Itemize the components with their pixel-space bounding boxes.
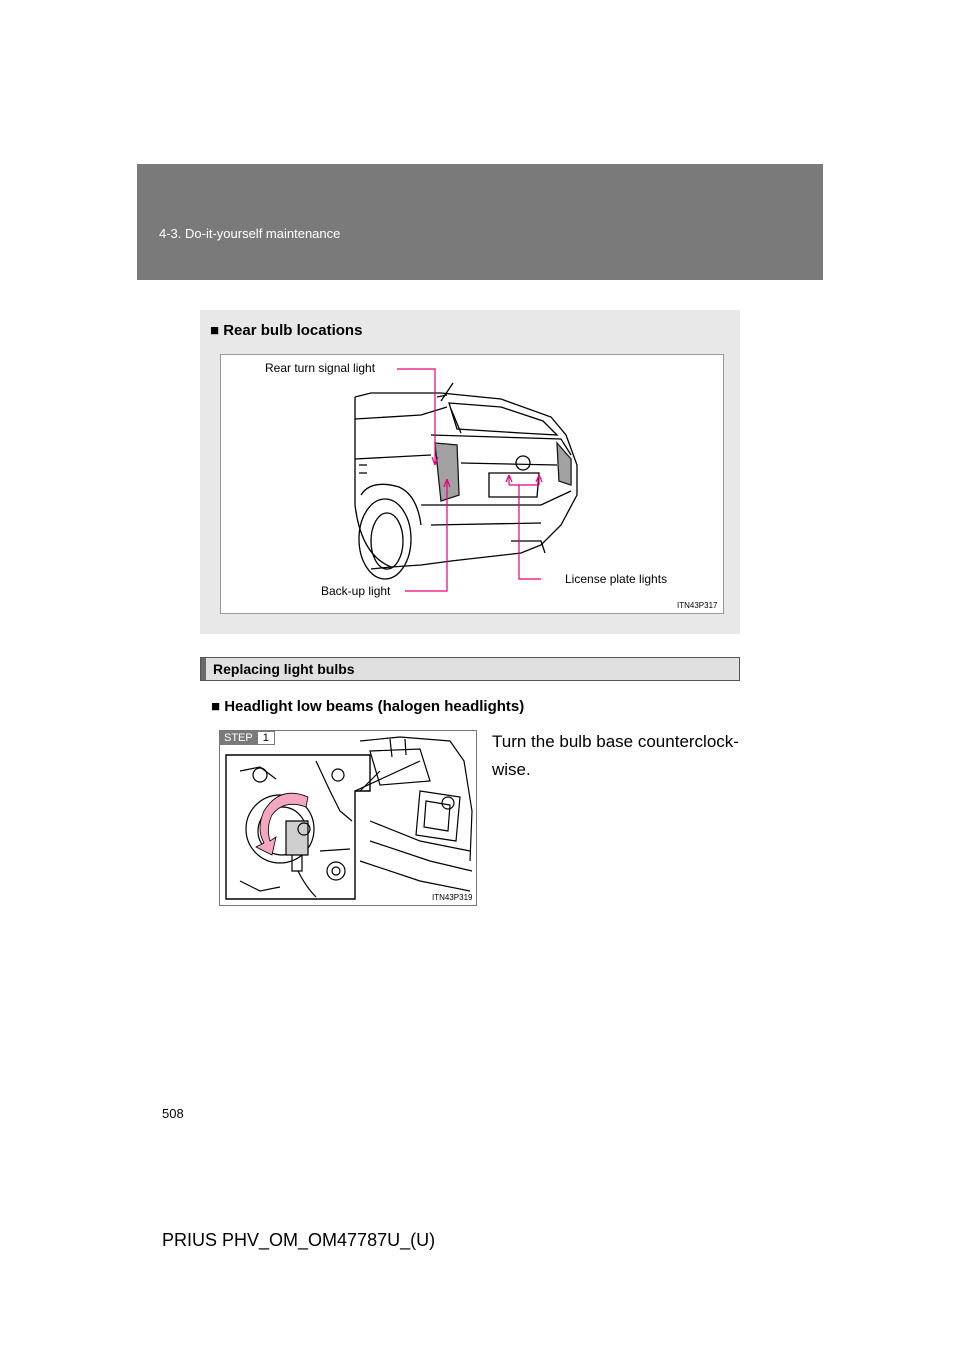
- step-badge: [220, 731, 275, 745]
- figure-code: ITN43P317: [677, 601, 718, 610]
- step-instruction: [492, 728, 752, 784]
- headlight-illustration: [220, 731, 476, 905]
- section-heading-bar: [200, 657, 740, 681]
- page-number: 508: [162, 1106, 184, 1121]
- figure-code: ITN43P319: [432, 893, 473, 902]
- rear-turn-signal-label: Rear turn signal light: [265, 361, 376, 375]
- document-footer: PRIUS PHV_OM_OM47787U_(U): [162, 1230, 436, 1250]
- license-plate-lights-label: License plate lights: [565, 572, 668, 586]
- instruction-line: wise.: [492, 760, 531, 779]
- section-breadcrumb: 4-3. Do-it-yourself maintenance: [159, 226, 341, 241]
- instruction-line: Turn the bulb base counterclock-: [492, 732, 739, 751]
- section-title: Replacing light bulbs: [213, 661, 355, 677]
- step-number: 1: [257, 731, 275, 745]
- rear-bulb-locations-panel: [200, 310, 740, 634]
- header-band: [137, 164, 823, 280]
- rear-bulb-title: ■ Rear bulb locations: [210, 322, 363, 339]
- back-up-light-label: Back-up light: [321, 584, 391, 598]
- step-word: STEP: [220, 731, 257, 745]
- headlight-step-figure: [219, 730, 477, 906]
- headlight-subheading: ■ Headlight low beams (halogen headlights): [211, 698, 525, 715]
- section-accent: [201, 658, 206, 680]
- rear-car-figure: [220, 354, 724, 614]
